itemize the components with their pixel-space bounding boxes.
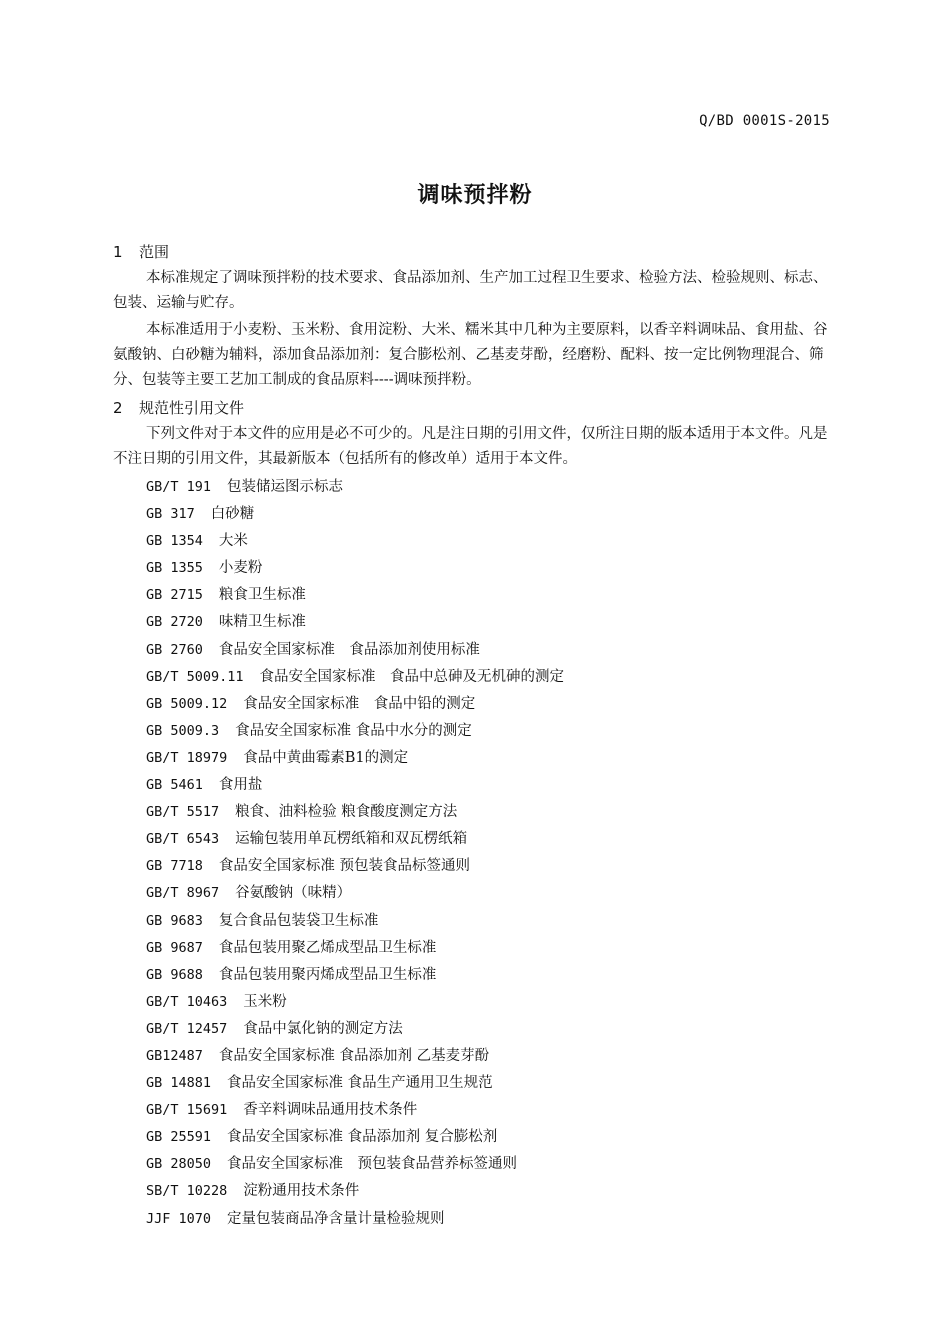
reference-item: [146, 718, 831, 745]
reference-name: 定量包装商品净含量计量检验规则: [227, 1210, 445, 1227]
reference-name: 食品安全国家标准 食品中水分的测定: [235, 722, 472, 739]
section-2-heading: [113, 395, 831, 422]
section-title: 规范性引用文件: [139, 399, 245, 417]
reference-name: 食用盐: [218, 777, 263, 794]
reference-name: 食品安全国家标准 食品添加剂 乙基麦芽酚: [218, 1047, 490, 1064]
reference-code: GB 9688: [146, 966, 203, 983]
reference-code: GB/T 12457: [146, 1020, 228, 1037]
reference-name: 白砂糖: [210, 506, 255, 523]
reference-code: GB 1355: [146, 560, 203, 577]
reference-name: 食品安全国家标准 食品中铅的测定: [243, 695, 476, 712]
reference-item: [146, 745, 831, 772]
reference-name: 食品包装用聚乙烯成型品卫生标准: [218, 939, 437, 956]
reference-code: GB 14881: [146, 1075, 212, 1092]
reference-list: [146, 474, 831, 1233]
reference-code: GB 5009.12: [146, 695, 228, 712]
reference-code: GB 1354: [146, 533, 203, 550]
reference-code: GB/T 191: [146, 479, 212, 495]
reference-code: GB 28050: [146, 1156, 212, 1173]
reference-name: 食品安全国家标准 食品生产通用卫生规范: [227, 1075, 493, 1092]
reference-name: 小麦粉: [218, 560, 263, 577]
reference-item: [146, 1124, 831, 1151]
reference-name: 食品安全国家标准 食品添加剂使用标准: [218, 641, 480, 658]
reference-code: GB 9687: [146, 939, 203, 956]
reference-item: [146, 1151, 831, 1178]
reference-name: 食品中黄曲霉素B1的测定: [243, 749, 409, 766]
paragraph: 下列文件对于本文件的应用是必不可少的。凡是注日期的引用文件，仅所注日期的版本适用于本文件。凡是不注日期的引用文件，其最新版本（包括所有的修改单）适用于本文件。: [113, 426, 828, 467]
reference-item: [146, 908, 831, 935]
reference-item: [146, 501, 831, 528]
reference-item: [146, 555, 831, 582]
reference-item: [146, 799, 831, 826]
reference-item: [146, 989, 831, 1016]
reference-code: GB12487: [146, 1047, 203, 1064]
reference-code: GB/T 8967: [146, 885, 220, 902]
reference-name: 食品中氯化钠的测定方法: [243, 1020, 403, 1037]
reference-code: GB 2760: [146, 641, 203, 658]
reference-item: [146, 772, 831, 799]
reference-item: [146, 664, 831, 691]
reference-item: [146, 1206, 831, 1233]
reference-item: [146, 1043, 831, 1070]
section-number: 1: [113, 243, 123, 261]
reference-name: 运输包装用单瓦楞纸箱和双瓦楞纸箱: [235, 831, 468, 848]
reference-code: GB/T 6543: [146, 831, 220, 848]
document-body: [113, 239, 831, 1233]
reference-code: GB 25591: [146, 1129, 212, 1146]
reference-name: 食品包装用聚丙烯成型品卫生标准: [218, 966, 437, 983]
reference-code: GB/T 15691: [146, 1102, 228, 1119]
reference-name: 粮食、油料检验 粮食酸度测定方法: [235, 804, 458, 821]
standard-code: Q/BD 0001S-2015: [699, 113, 830, 129]
reference-name: 食品安全国家标准 食品添加剂 复合膨松剂: [227, 1129, 498, 1146]
reference-code: GB 317: [146, 506, 195, 523]
reference-code: GB 7718: [146, 858, 203, 875]
reference-code: GB 5461: [146, 777, 203, 794]
reference-item: [146, 962, 831, 989]
reference-code: GB/T 10463: [146, 993, 228, 1010]
section-title: 范围: [139, 243, 170, 261]
reference-item: [146, 582, 831, 609]
reference-code: GB/T 5517: [146, 804, 220, 821]
reference-name: 包装储运图示标志: [227, 479, 344, 495]
paragraph: 本标准适用于小麦粉、玉米粉、食用淀粉、大米、糯米其中几种为主要原料，以香辛料调味品、食用盐、谷氨酸钠、白砂糖为辅料，添加食品添加剂：复合膨松剂、乙基麦芽酚，经磨粉、配料、按一定比例物理混合、筛分、包装等主要工艺加工制成的食品原料----调味预拌粉。: [113, 322, 828, 388]
reference-item: [146, 691, 831, 718]
reference-item: [146, 609, 831, 636]
reference-name: 玉米粉: [243, 993, 287, 1010]
section-1-heading: [113, 239, 831, 266]
reference-code: GB/T 18979: [146, 749, 228, 766]
reference-name: 复合食品包装袋卫生标准: [218, 912, 379, 929]
reference-name: 味精卫生标准: [218, 614, 306, 631]
reference-item: [146, 637, 831, 664]
reference-name: 粮食卫生标准: [218, 587, 306, 604]
reference-name: 香辛料调味品通用技术条件: [243, 1102, 418, 1119]
reference-code: SB/T 10228: [146, 1183, 228, 1200]
reference-name: 食品安全国家标准 预包装食品标签通则: [218, 858, 471, 875]
reference-item: [146, 853, 831, 880]
reference-item: [146, 1016, 831, 1043]
reference-name: 谷氨酸钠（味精）: [235, 885, 352, 902]
reference-item: [146, 935, 831, 962]
reference-code: JJF 1070: [146, 1210, 212, 1227]
reference-item: [146, 1070, 831, 1097]
reference-item: [146, 528, 831, 555]
document-title: 调味预拌粉: [417, 183, 533, 208]
reference-item: [146, 474, 831, 501]
reference-name: 食品安全国家标准 食品中总砷及无机砷的测定: [259, 668, 565, 685]
reference-name: 大米: [218, 533, 248, 550]
reference-code: GB/T 5009.11: [146, 668, 244, 685]
reference-item: [146, 1097, 831, 1124]
reference-name: 淀粉通用技术条件: [243, 1183, 360, 1200]
reference-item: [146, 826, 831, 853]
reference-item: [146, 1178, 831, 1205]
reference-item: [146, 880, 831, 907]
paragraph: 本标准规定了调味预拌粉的技术要求、食品添加剂、生产加工过程卫生要求、检验方法、检验规则、标志、包装、运输与贮存。: [113, 270, 828, 311]
reference-code: GB 5009.3: [146, 722, 220, 739]
reference-name: 食品安全国家标准 预包装食品营养标签通则: [227, 1156, 518, 1173]
section-number: 2: [113, 399, 123, 417]
reference-code: GB 2715: [146, 587, 203, 604]
reference-code: GB 2720: [146, 614, 203, 631]
reference-code: GB 9683: [146, 912, 203, 929]
